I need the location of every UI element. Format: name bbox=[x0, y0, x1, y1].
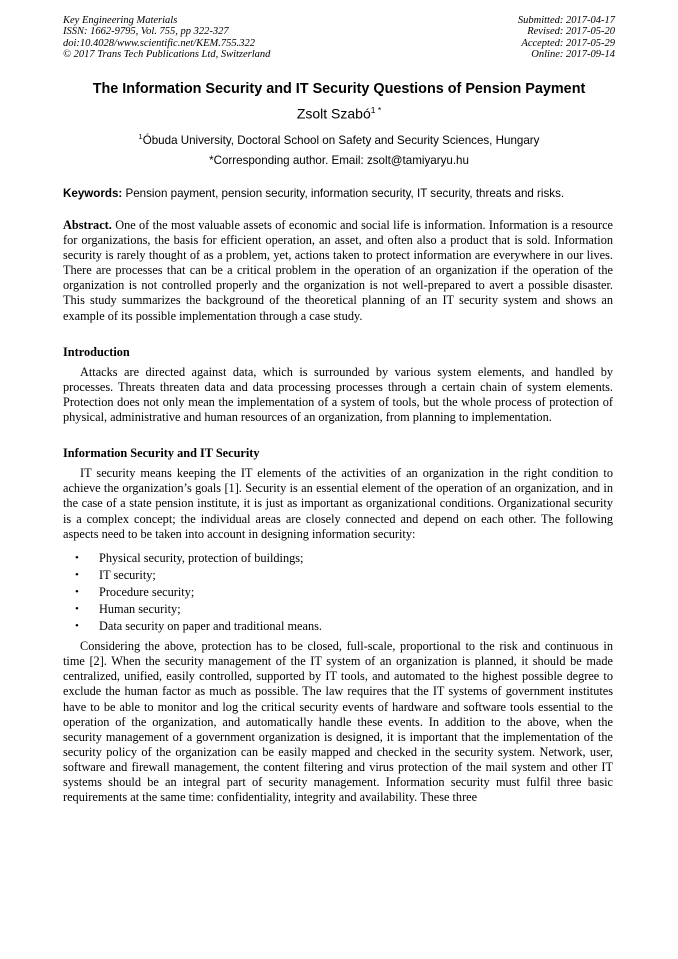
section-heading-introduction: Introduction bbox=[63, 344, 130, 359]
doi-line: doi:10.4028/www.scientific.net/KEM.755.322 bbox=[63, 37, 255, 49]
author-name: Zsolt Szabó bbox=[296, 105, 371, 122]
bullet-icon: • bbox=[75, 551, 79, 564]
introduction-paragraph: Attacks are directed against data, which is surrounded by various system elements, and handled by processes. Threats threaten data and data processing processes through a certain chain of system elements. Protection does not only mean the implementation of a system of tools, but the whole process of protection of physical, administrative and human resources of an organization, from planning to implementation. bbox=[63, 364, 613, 425]
bullet-icon: • bbox=[75, 585, 79, 598]
abstract-paragraph bbox=[63, 218, 613, 324]
keywords-line bbox=[63, 187, 615, 200]
revised-date: Revised: 2017-05-20 bbox=[527, 26, 615, 38]
submitted-date: Submitted: 2017-04-17 bbox=[517, 15, 615, 26]
section-heading-security: Information Security and IT Security bbox=[63, 446, 260, 461]
list-item: • Procedure security; bbox=[99, 584, 613, 601]
paper-title: The Information Security and IT Security Questions of Pension Payment bbox=[92, 81, 586, 97]
list-item: • Data security on paper and traditional means. bbox=[99, 618, 613, 635]
corresponding-author: *Corresponding author. Email: zsolt@tamiyaryu.hu bbox=[209, 154, 469, 167]
keywords-text: Pension payment, pension security, information security, IT security, threats and risks. bbox=[122, 187, 565, 200]
author-superscript: 1 * bbox=[370, 105, 382, 115]
list-item: • IT security; bbox=[99, 567, 613, 584]
bullet-icon: • bbox=[75, 568, 79, 581]
header-right bbox=[518, 15, 615, 60]
affiliation-text: Óbuda University, Doctoral School on Safety and Security Sciences, Hungary bbox=[142, 133, 540, 147]
online-date: Online: 2017-09-14 bbox=[531, 48, 615, 60]
paper-body bbox=[63, 218, 613, 805]
bullet-icon: • bbox=[75, 602, 79, 615]
author-line bbox=[40, 105, 638, 122]
security-aspects-list bbox=[63, 550, 613, 635]
bullet-icon: • bbox=[75, 620, 79, 633]
list-item: • Human security; bbox=[99, 601, 613, 618]
security-paragraph-2: Considering the above, protection has to be closed, full-scale, proportional to the risk and continuous in time [2]. When the security management of the IT system of an organization is planned, it should be made centralized, unified, easily controlled, supported by IT tools, and automated to the highest possible degree to exclude the human factor as much as possible. The law requires that the IT systems of government institutes have to be able to monitor and log the critical security events of hardware and software tools essential to the operation of the organization, and automatically handle these events. In addition to the above, when the security management of a government organization is designed, it is important that the implementation of the security policy of the organization can be easily mapped and checked in the security system. Network, user, software and firewall management, the content filtering and virus protection of the mail system and other IT systems should be an integral part of security management. Information security must fulfil three basic requirements at the same time: confidentiality, integrity and availability. These three bbox=[63, 639, 613, 805]
security-paragraph-1: IT security means keeping the IT elements of the activities of an organization in the right condition to achieve the organization’s goals [1]. Security is an essential element of the operation of an organization, and in the case of a state pension institute, it is just as important as organizational conditions. Organizational security is a complex concept; the individual areas are closely connected and depend on each other. The following aspects need to be taken into account in designing information security: bbox=[63, 466, 613, 541]
abstract-text: One of the most valuable assets of economic and social life is information. Information is a resource for organizations, the basis for efficient operation, an asset, and often also a product that is sold. Information security is rarely thought of as a problem, yet, actions taken to protect information are everywhere in our lives. There are processes that can be a critical problem in the operation of an organization if the operation of the organization is not controlled properly and the organization is not well-prepared to avert a possible disaster. This study summarizes the background of the theoretical planning of an IT security system and shows an example of its possible implementation through a case study. bbox=[63, 218, 613, 323]
copyright-line: © 2017 Trans Tech Publications Ltd, Switzerland bbox=[63, 48, 271, 60]
header-left bbox=[63, 15, 270, 60]
abstract-label: Abstract. bbox=[63, 218, 112, 232]
accepted-date: Accepted: 2017-05-29 bbox=[521, 37, 615, 49]
issn-line: ISSN: 1662-9795, Vol. 755, pp 322-327 bbox=[63, 26, 229, 38]
affiliation bbox=[40, 132, 638, 147]
keywords-label: Keywords: bbox=[63, 187, 123, 200]
list-item: • Physical security, protection of buildings; bbox=[99, 550, 613, 567]
affiliation-superscript: 1 bbox=[138, 132, 143, 141]
journal-name: Key Engineering Materials bbox=[63, 15, 178, 26]
